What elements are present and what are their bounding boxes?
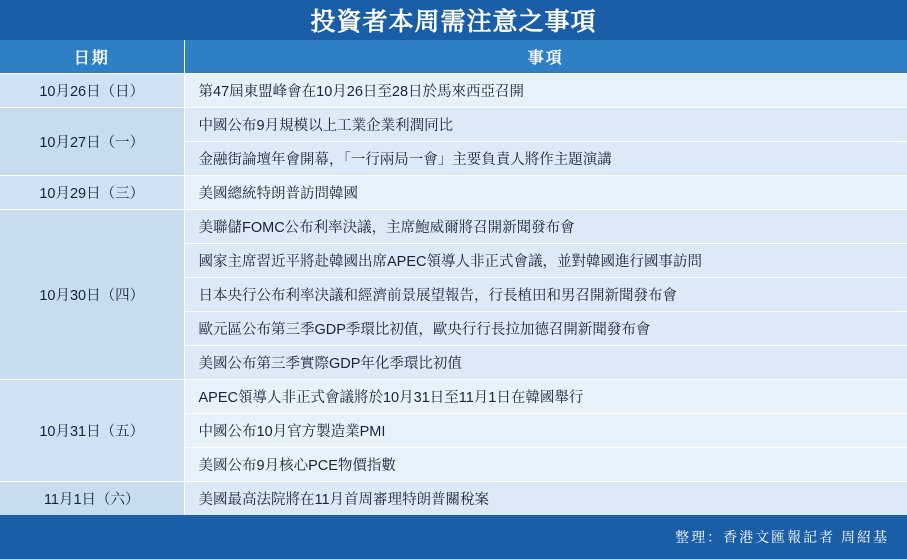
cell-item: 中國公布9月規模以上工業企業利潤同比 [184, 108, 907, 142]
table-row [0, 380, 907, 414]
cell-date: 10月31日（五） [0, 380, 184, 482]
cell-item: 第47屆東盟峰會在10月26日至28日於馬來西亞召開 [184, 74, 907, 108]
cell-date: 10月26日（日） [0, 74, 184, 108]
credit-text: 整理：香港文匯報記者 周紹基 [675, 529, 889, 545]
cell-item: APEC領導人非正式會議將於10月31日至11月1日在韓國舉行 [184, 380, 907, 414]
cell-item: 歐元區公布第三季GDP季環比初值，歐央行行長拉加德召開新聞發布會 [184, 312, 907, 346]
table-row [0, 210, 907, 244]
cell-item: 中國公布10月官方製造業PMI [184, 414, 907, 448]
cell-date: 11月1日（六） [0, 482, 184, 516]
cell-item: 美國公布第三季實際GDP年化季環比初值 [184, 346, 907, 380]
cell-item: 美國公布9月核心PCE物價指數 [184, 448, 907, 482]
table-header-row [0, 40, 907, 74]
cell-item: 金融街論壇年會開幕，「一行兩局一會」主要負責人將作主題演講 [184, 142, 907, 176]
table-row [0, 482, 907, 516]
table-header [0, 40, 907, 74]
cell-item: 美國總統特朗普訪問韓國 [184, 176, 907, 210]
page-title: 投資者本周需注意之事項 [310, 8, 597, 36]
column-header-date: 日期 [0, 40, 184, 74]
cell-item: 國家主席習近平將赴韓國出席APEC領導人非正式會議，並對韓國進行國事訪問 [184, 244, 907, 278]
cell-date: 10月30日（四） [0, 210, 184, 380]
events-table [0, 40, 907, 515]
table-row [0, 108, 907, 142]
cell-date: 10月29日（三） [0, 176, 184, 210]
cell-item: 日本央行公布利率決議和經濟前景展望報告，行長植田和男召開新聞發布會 [184, 278, 907, 312]
table-row [0, 176, 907, 210]
table-body [0, 74, 907, 516]
table-row [0, 74, 907, 108]
column-header-item: 事項 [184, 40, 907, 74]
cell-date: 10月27日（一） [0, 108, 184, 176]
cell-item: 美國最高法院將在11月首周審理特朗普關稅案 [184, 482, 907, 516]
cell-item: 美聯儲FOMC公布利率決議，主席鮑威爾將召開新聞發布會 [184, 210, 907, 244]
footer-bar [0, 515, 907, 559]
title-bar [0, 0, 907, 40]
